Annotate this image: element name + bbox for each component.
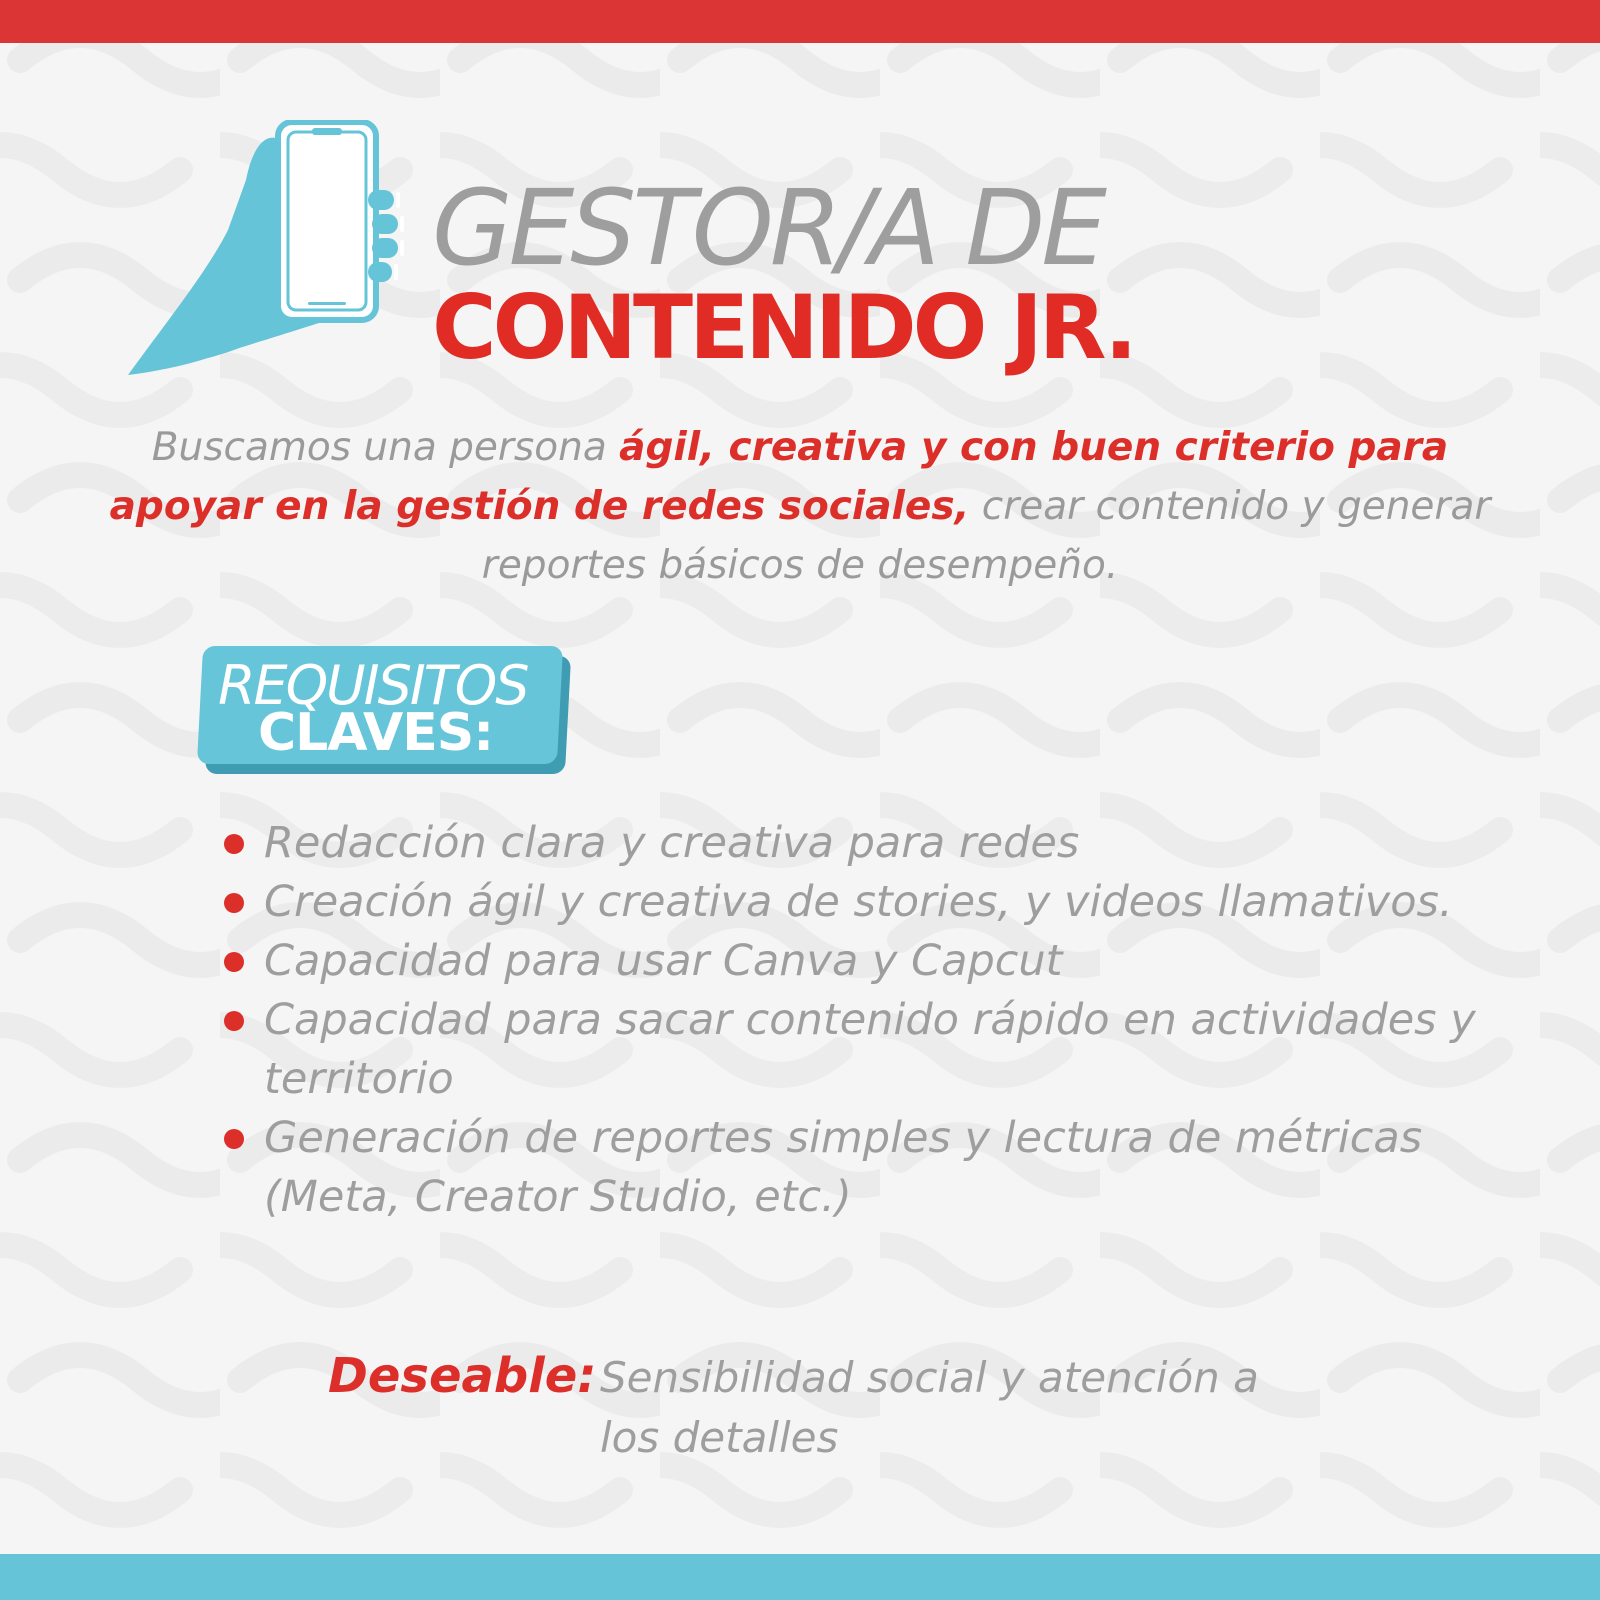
title-line-1: GESTOR/A DE	[432, 167, 1103, 289]
red-dot-bullet-icon	[224, 834, 244, 854]
list-item	[222, 1109, 1482, 1227]
intro-highlight: ágil, creativa y con buen criterio para apoyar en la gestión de redes sociales,	[109, 425, 1449, 529]
list-item-text: Capacidad para sacar contenido rápido en actividades y territorio	[264, 995, 1476, 1104]
job-title	[432, 167, 1134, 379]
red-dot-bullet-icon	[224, 893, 244, 913]
list-item-text: Generación de reportes simples y lectura de métricas (Meta, Creator Studio, etc.)	[264, 1113, 1423, 1222]
intro-text-start: Buscamos una persona	[151, 425, 620, 470]
list-item-text: Creación ágil y creativa de stories, y videos llamativos.	[264, 877, 1453, 927]
list-item	[222, 991, 1482, 1109]
desirable-label: Deseable:	[328, 1348, 597, 1404]
requirements-badge	[200, 646, 572, 776]
badge-line-1: REQUISITOS	[218, 654, 528, 717]
hand-holding-phone-icon	[128, 120, 418, 382]
list-item	[222, 873, 1482, 932]
red-dot-bullet-icon	[224, 952, 244, 972]
intro-paragraph	[90, 418, 1510, 595]
top-color-bar	[0, 0, 1600, 43]
intro-text-end: crear contenido y generar reportes básicos de desempeño.	[481, 484, 1491, 588]
list-item-text: Redacción clara y creativa para redes	[264, 818, 1080, 868]
bottom-color-bar	[0, 1554, 1600, 1600]
red-dot-bullet-icon	[224, 1011, 244, 1031]
badge-line-2: CLAVES:	[258, 703, 494, 763]
desirable-text: Sensibilidad social y atención a los detalles	[600, 1353, 1259, 1462]
requirements-list	[222, 814, 1482, 1227]
red-dot-bullet-icon	[224, 1129, 244, 1149]
list-item	[222, 814, 1482, 873]
list-item-text: Capacidad para usar Canva y Capcut	[264, 936, 1063, 986]
title-line-2: CONTENIDO JR.	[432, 276, 1134, 379]
list-item	[222, 932, 1482, 991]
